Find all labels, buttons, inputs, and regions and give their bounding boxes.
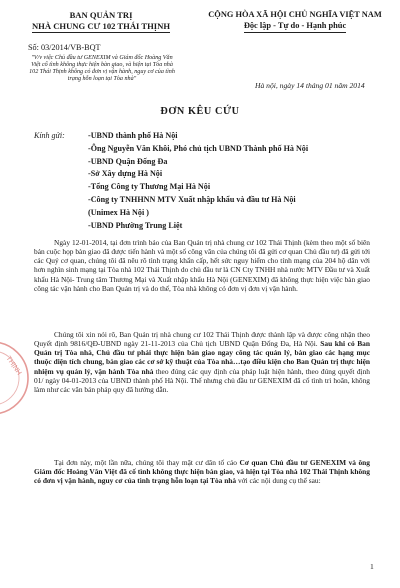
issuer-org-line2: NHÀ CHUNG CƯ 102 THÁI THỊNH (32, 21, 170, 34)
recipient-item: -Tổng Công ty Thương Mại Hà Nội (88, 182, 211, 192)
recipient-item: (Unimex Hà Nội ) (88, 207, 149, 217)
paragraph-text: với các nội dung cụ thể sau: (236, 476, 321, 486)
national-motto: Độc lập - Tự do - Hạnh phúc (244, 21, 346, 34)
red-stamp-seal (0, 318, 32, 438)
document-title: ĐƠN KÊU CỨU (160, 106, 240, 117)
issuer-org-line1: BAN QUẢN TRỊ (69, 10, 133, 20)
recipient-item: -UBND Phường Trung Liệt (88, 220, 183, 230)
document-number: Số: 03/2014/VB-BQT (28, 43, 101, 52)
recipient-item: -UBND Quận Đống Đa (88, 156, 168, 166)
paragraph-emphasis: Cơ quan Chủ đầu tư GENEXIM và ông Giám đốc Hoàng Văn Việt đã cố tình không thực hiện bàn giao, và hiện tại Tòa nhà 102 Thái Thịnh không có đơn vị vận hành, nguy cơ của tình trạng hỗn loạn tại Tòa nhà (34, 458, 370, 486)
issuer-header (22, 10, 180, 33)
paragraph-text: Chúng tôi xin nói rõ, Ban Quản trị nhà chung cư 102 Thái Thịnh được thành lập và được công nhận theo Quyết định 9816/QĐ-UBND ngày 21-11-2013 của Chủ tịch UBND Quận Đống Đa, Hà Nội. (34, 330, 370, 349)
paragraph-emphasis: Sau khi có Ban Quản trị Tòa nhà, Chủ đầu tư phải thực hiện bàn giao ngay công tác quản lý, bàn giao các hạng mục thuộc diện tích chung, bàn giao các cơ sở kỹ thuật của Tòa nhà…tạo điều kiện cho Ban Quản trị thực hiện nhiệm vụ quản lý, vận hành Tòa nhà (34, 339, 370, 376)
recipient-item: -Công ty TNHHNN MTV Xuất nhập khẩu và đầu tư Hà Nội (88, 194, 296, 204)
recipient-item: -UBND thành phố Hà Nội (88, 131, 178, 140)
recipient-item: -Ông Nguyễn Văn Khôi, Phó chủ tịch UBND Thành phố Hà Nội (88, 143, 309, 153)
recipient-list (88, 130, 308, 232)
page-number: 1 (370, 562, 374, 571)
paragraph-text: Tại đơn này, một lần nữa, chúng tôi thay mặt cư dân tố cáo (54, 458, 240, 467)
document-subject: "V/v việc Chủ đầu tư GENEXIM và Giám đốc Hoàng Văn Việt cố tình không thực hiện bàn giao, và hiện tại Tòa nhà 102 Thái Thịnh không có đơn vị vận hành, nguy cơ của tình trạng hỗn loạn tại Tòa nhà" (29, 55, 175, 83)
addressee-label: Kính gửi: (34, 131, 65, 140)
paragraph-text: theo đúng các quy định của pháp luật hiện hành, theo đúng quyết định 01/ ngày 04-01-2013 của UBND thành phố Hà Nội. Thế nhưng chủ đầu tư GENEXIM đã cố tình trì hoãn, không làm như các văn bản pháp quy đã hướng dẫn. (34, 366, 370, 394)
body-paragraph-1 (34, 238, 370, 293)
recipient-item: -Sở Xây dựng Hà Nội (88, 169, 163, 179)
body-paragraph-3 (34, 458, 370, 485)
national-header (205, 10, 385, 33)
paragraph-text: Ngày 12-01-2014, tại đơn trình báo của Ban Quản trị nhà chung cư 102 Thái Thịnh (kèm theo một số biên bản cuộc họp bàn giao đã được tiến hành và một số công văn của chúng tôi đã gửi cơ quan Chủ đầu tư) đã gửi tới các Quý cơ quan, chúng tôi đã nêu rõ tình trạng khẩn cấp, hết sức nguy hiểm cho tính mạng của 204 hộ dân với hơn nghìn sinh mạng tại Tòa nhà 102 Thái Thịnh do chủ đầu tư là CN Cty TNHH nhà nước MTV Đầu tư và Xuất khẩu Hà Nội- Trung tâm Thương Mại và Xuất nhập khẩu Hà Nội (GENEXIM) đã không thực hiện việc bàn giao công tác vận hành cho Ban Quản trị và do thế, Tòa nhà không có đơn vị đơn vị vận hành. (34, 238, 370, 293)
svg-text:THỊNH: THỊNH (4, 355, 23, 377)
body-paragraph-2 (34, 330, 370, 394)
nation-name: CỘNG HÒA XÃ HỘI CHỦ NGHĨA VIỆT NAM (208, 10, 382, 19)
document-date: Hà nội, ngày 14 tháng 01 năm 2014 (255, 81, 365, 90)
